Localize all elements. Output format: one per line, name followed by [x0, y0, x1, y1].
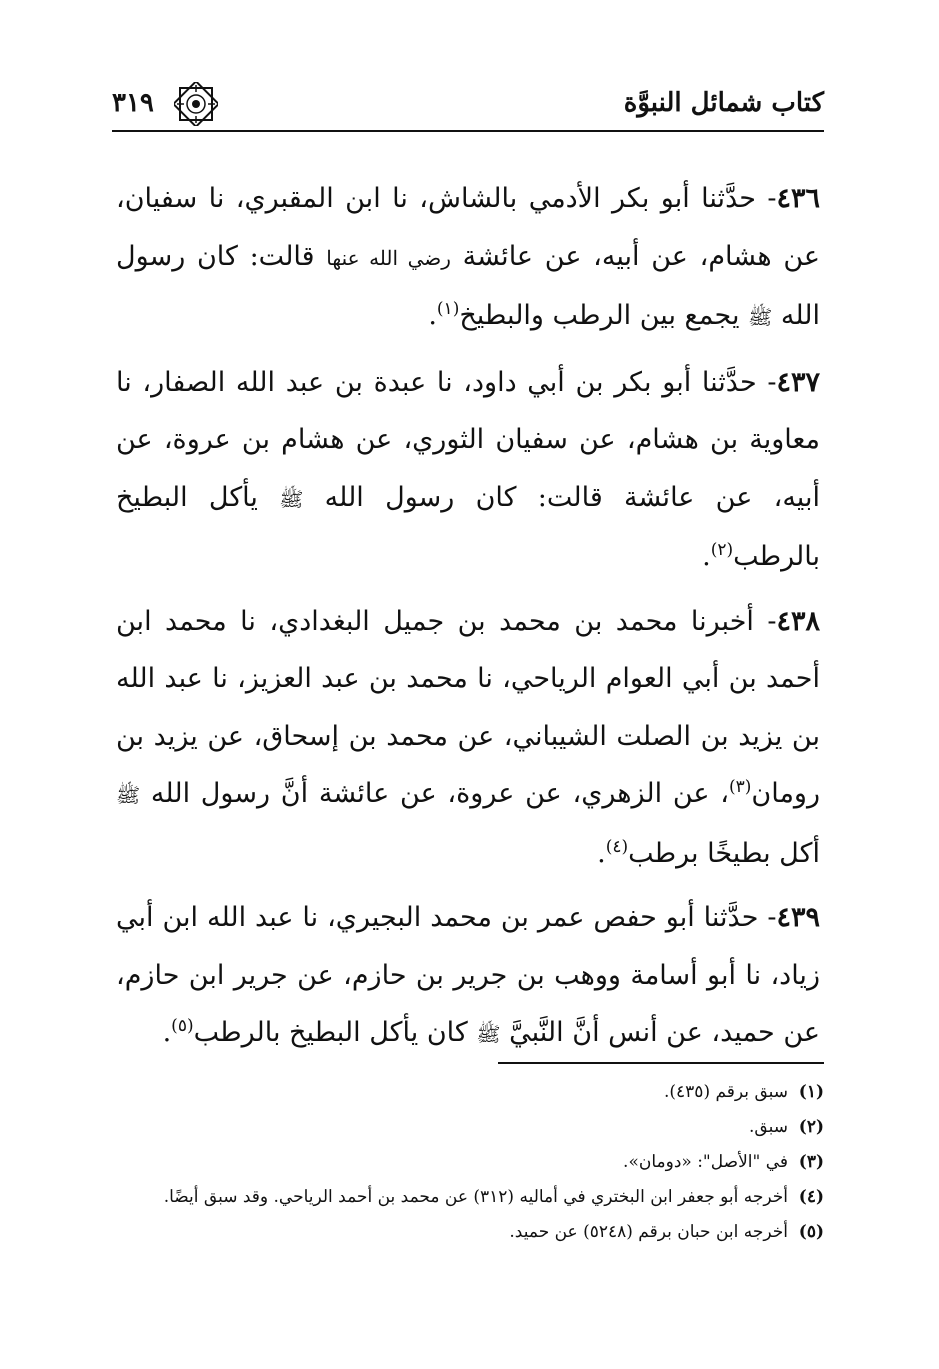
footnote-number: (٥)	[798, 1222, 824, 1242]
footnote-text: سبق برقم (٤٣٥).	[664, 1082, 788, 1102]
honorific-glyph: رضي الله عنها	[326, 245, 451, 270]
sentence-end: .	[597, 837, 606, 869]
footnote-item	[110, 1215, 824, 1250]
honorific-glyph: ﷺ	[748, 305, 773, 329]
page-number: ٣١٩	[112, 88, 154, 118]
hadith-text: يأكل البطيخ بالرطب	[116, 481, 820, 572]
footnote-text: في "الأصل": «دومان».	[623, 1152, 788, 1172]
footnote-number: (٣)	[798, 1152, 824, 1172]
footnote-text: أخرجه ابن حبان برقم (٥٢٤٨) عن حميد.	[509, 1222, 788, 1242]
footnote-text: سبق.	[749, 1117, 788, 1137]
sentence-end: .	[428, 300, 437, 331]
hadith-text: - حدَّثنا أبو بكر الأدمي بالشاش، نا ابن المقبري، نا سفيان، عن هشام، عن أبيه، عن عائشة	[116, 183, 820, 272]
hadith-text: ، عن الزهري، عن عروة، عن عائشة أنَّ رسول الله	[150, 778, 729, 809]
footnote-number: (٤)	[798, 1187, 824, 1207]
hadith-437	[116, 354, 820, 586]
hadith-text: أكل بطيخًا برطب	[628, 837, 820, 869]
footnote-divider	[498, 1062, 824, 1064]
hadith-439	[116, 889, 820, 1064]
footnote-ref[interactable]: (٢)	[710, 540, 734, 560]
hadith-number: ٤٣٧	[776, 366, 820, 398]
hadith-text: يجمع بين الرطب والبطيخ	[459, 300, 740, 331]
footnote-number: (١)	[798, 1082, 824, 1102]
hadith-text: - حدَّثنا أبو حفص عمر بن محمد البجيري، نا عبد الله ابن أبي زياد، نا أبو أسامة ووهب بن جرير بن حازم، عن جرير ابن حازم، عن حميد، عن أنس أنَّ النَّبيَّ	[116, 902, 820, 1048]
footnotes	[110, 1075, 824, 1250]
header-divider	[112, 130, 824, 132]
footnote-item	[110, 1145, 824, 1180]
hadith-436	[116, 170, 820, 347]
footnote-text: أخرجه أبو جعفر ابن البختري في أماليه (٣١٢) عن محمد بن أحمد الرياحي. وقد سبق أيضًا.	[163, 1187, 788, 1207]
hadith-number: ٤٣٦	[776, 183, 820, 214]
sentence-end: .	[162, 1017, 172, 1048]
page-header	[112, 78, 824, 130]
footnote-item	[110, 1180, 824, 1215]
footnote-item	[110, 1110, 824, 1145]
honorific-glyph: ﷺ	[116, 783, 141, 807]
honorific-glyph: ﷺ	[279, 486, 304, 511]
book-title: كتاب شمائل النبوَّة	[623, 88, 824, 118]
footnote-ref[interactable]: (٤)	[605, 836, 629, 857]
main-text	[116, 170, 820, 1071]
hadith-number: ٤٣٩	[776, 902, 820, 933]
hadith-text: كان يأكل البطيخ بالرطب	[193, 1017, 468, 1048]
sentence-end: .	[702, 541, 711, 572]
footnote-number: (٢)	[798, 1117, 824, 1137]
honorific-glyph: ﷺ	[476, 1022, 501, 1046]
hadith-text: قالت: كان رسول الله	[116, 240, 820, 331]
footnote-item	[110, 1075, 824, 1110]
ornament-icon	[174, 82, 218, 126]
footnote-ref[interactable]: (٣)	[728, 777, 752, 797]
footnote-ref[interactable]: (٥)	[171, 1016, 194, 1036]
hadith-text: - حدَّثنا أبو بكر بن أبي داود، نا عبدة بن عبد الله الصفار، نا معاوية بن هشام، عن سفيان الثوري، عن هشام بن عروة، عن أبيه، عن عائشة قالت: كان رسول الله	[116, 366, 820, 513]
hadith-text: - أخبرنا محمد بن محمد بن جميل البغدادي، نا محمد ابن أحمد بن أبي العوام الرياحي، نا محمد بن عبد العزيز، نا عبد الله بن يزيد بن الصلت الشيباني، عن محمد بن إسحاق، عن يزيد بن رومان	[116, 605, 820, 809]
footnote-ref[interactable]: (١)	[436, 299, 460, 319]
hadith-438	[116, 593, 820, 883]
hadith-number: ٤٣٨	[776, 605, 820, 637]
